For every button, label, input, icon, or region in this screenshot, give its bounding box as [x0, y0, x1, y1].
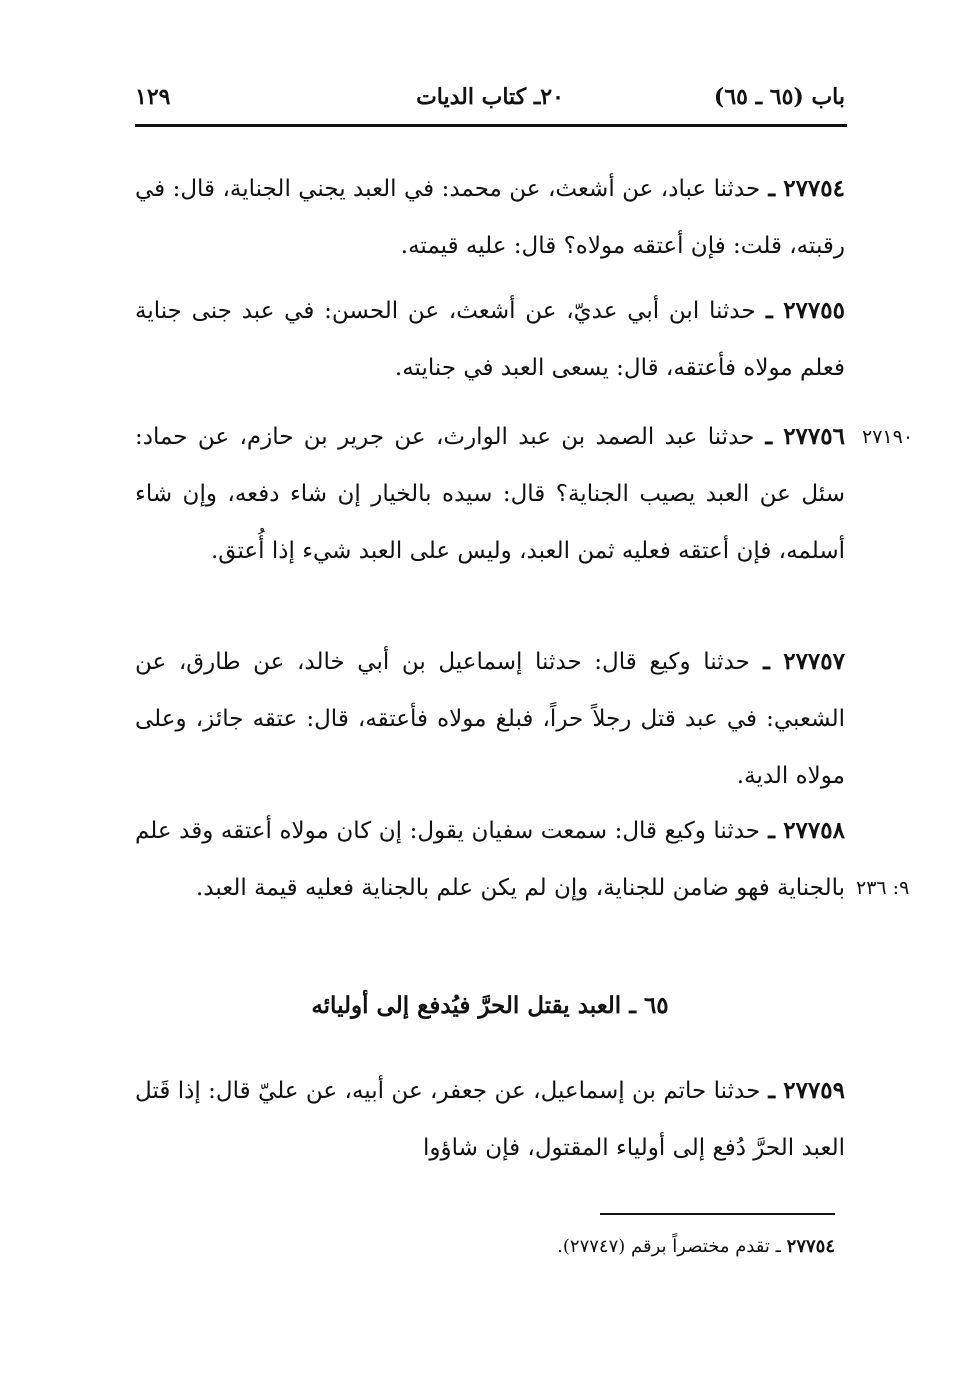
- book-title: ٢٠ـ كتاب الديات: [416, 84, 564, 110]
- hadith-number: ٢٧٧٥٩ ـ: [760, 1077, 845, 1104]
- hadith-number: ٢٧٧٥٧ ـ: [750, 648, 845, 675]
- page-header: [135, 78, 845, 118]
- hadith-text: حدثنا ابن أبي عديّ، عن أشعث، عن الحسن: في عبد جنى جناية فعلم مولاه فأعتقه، قال: يسعى العبد في جنايته.: [135, 298, 845, 381]
- section-title: باب (٦٥ ـ ٦٥): [713, 84, 845, 110]
- hadith-text: حدثنا حاتم بن إسماعيل، عن جعفر، عن أبيه، عن عليّ قال: إذا قَتل العبد الحرَّ دُفع إلى أولياء المقتول، فإن شاؤوا: [135, 1078, 845, 1161]
- margin-reference: ٩: ٢٣٦: [856, 877, 910, 899]
- hadith-27759: [135, 1062, 845, 1177]
- header-rule: [135, 124, 847, 127]
- hadith-27757: [135, 633, 845, 805]
- hadith-27756: [135, 408, 845, 580]
- hadith-text: حدثنا عبد الصمد بن عبد الوارث، عن جرير بن حازم، عن حماد: سئل عن العبد يصيب الجناية؟ قال: سيده بالخيار إن شاء دفعه، وإن شاء أسلمه، فإن أعتقه فعليه ثمن العبد، وليس على العبد شيء إذا أُعتق.: [135, 424, 845, 564]
- hadith-27755: [135, 282, 845, 397]
- page-number: ١٢٩: [135, 84, 171, 110]
- hadith-number: ٢٧٧٥٦ ـ: [754, 423, 845, 450]
- hadith-27754: [135, 160, 845, 275]
- footnote-number: ٢٧٧٥٤: [786, 1236, 835, 1257]
- footnote-text: ـ تقدم مختصراً برقم (٢٧٧٤٧).: [557, 1236, 781, 1257]
- footnote: [300, 1236, 835, 1257]
- chapter-heading: ٦٥ ـ العبد يقتل الحرَّ فيُدفع إلى أوليائه: [311, 992, 669, 1019]
- hadith-number: ٢٧٧٥٤ ـ: [760, 175, 845, 202]
- margin-reference: ٢٧١٩٠: [862, 426, 914, 448]
- hadith-number: ٢٧٧٥٨ ـ: [760, 817, 845, 844]
- hadith-text: حدثنا وكيع قال: سمعت سفيان يقول: إن كان مولاه أعتقه وقد علم بالجناية فهو ضامن للجناية، وإن لم يكن علم بالجناية فعليه قيمة العبد.: [135, 818, 845, 901]
- hadith-27758: [135, 802, 845, 917]
- hadith-number: ٢٧٧٥٥ ـ: [756, 297, 845, 324]
- hadith-text: حدثنا عباد، عن أشعث، عن محمد: في العبد يجني الجناية، قال: في رقبته، قلت: فإن أعتقه مولاه؟ قال: عليه قيمته.: [135, 176, 845, 259]
- hadith-text: حدثنا وكيع قال: حدثنا إسماعيل بن أبي خالد، عن طارق، عن الشعبي: في عبد قتل رجلاً حراً، فبلغ مولاه فأعتقه، قال: عتقه جائز، وعلى مولاه الدية.: [135, 649, 845, 789]
- footnote-rule: [600, 1213, 835, 1215]
